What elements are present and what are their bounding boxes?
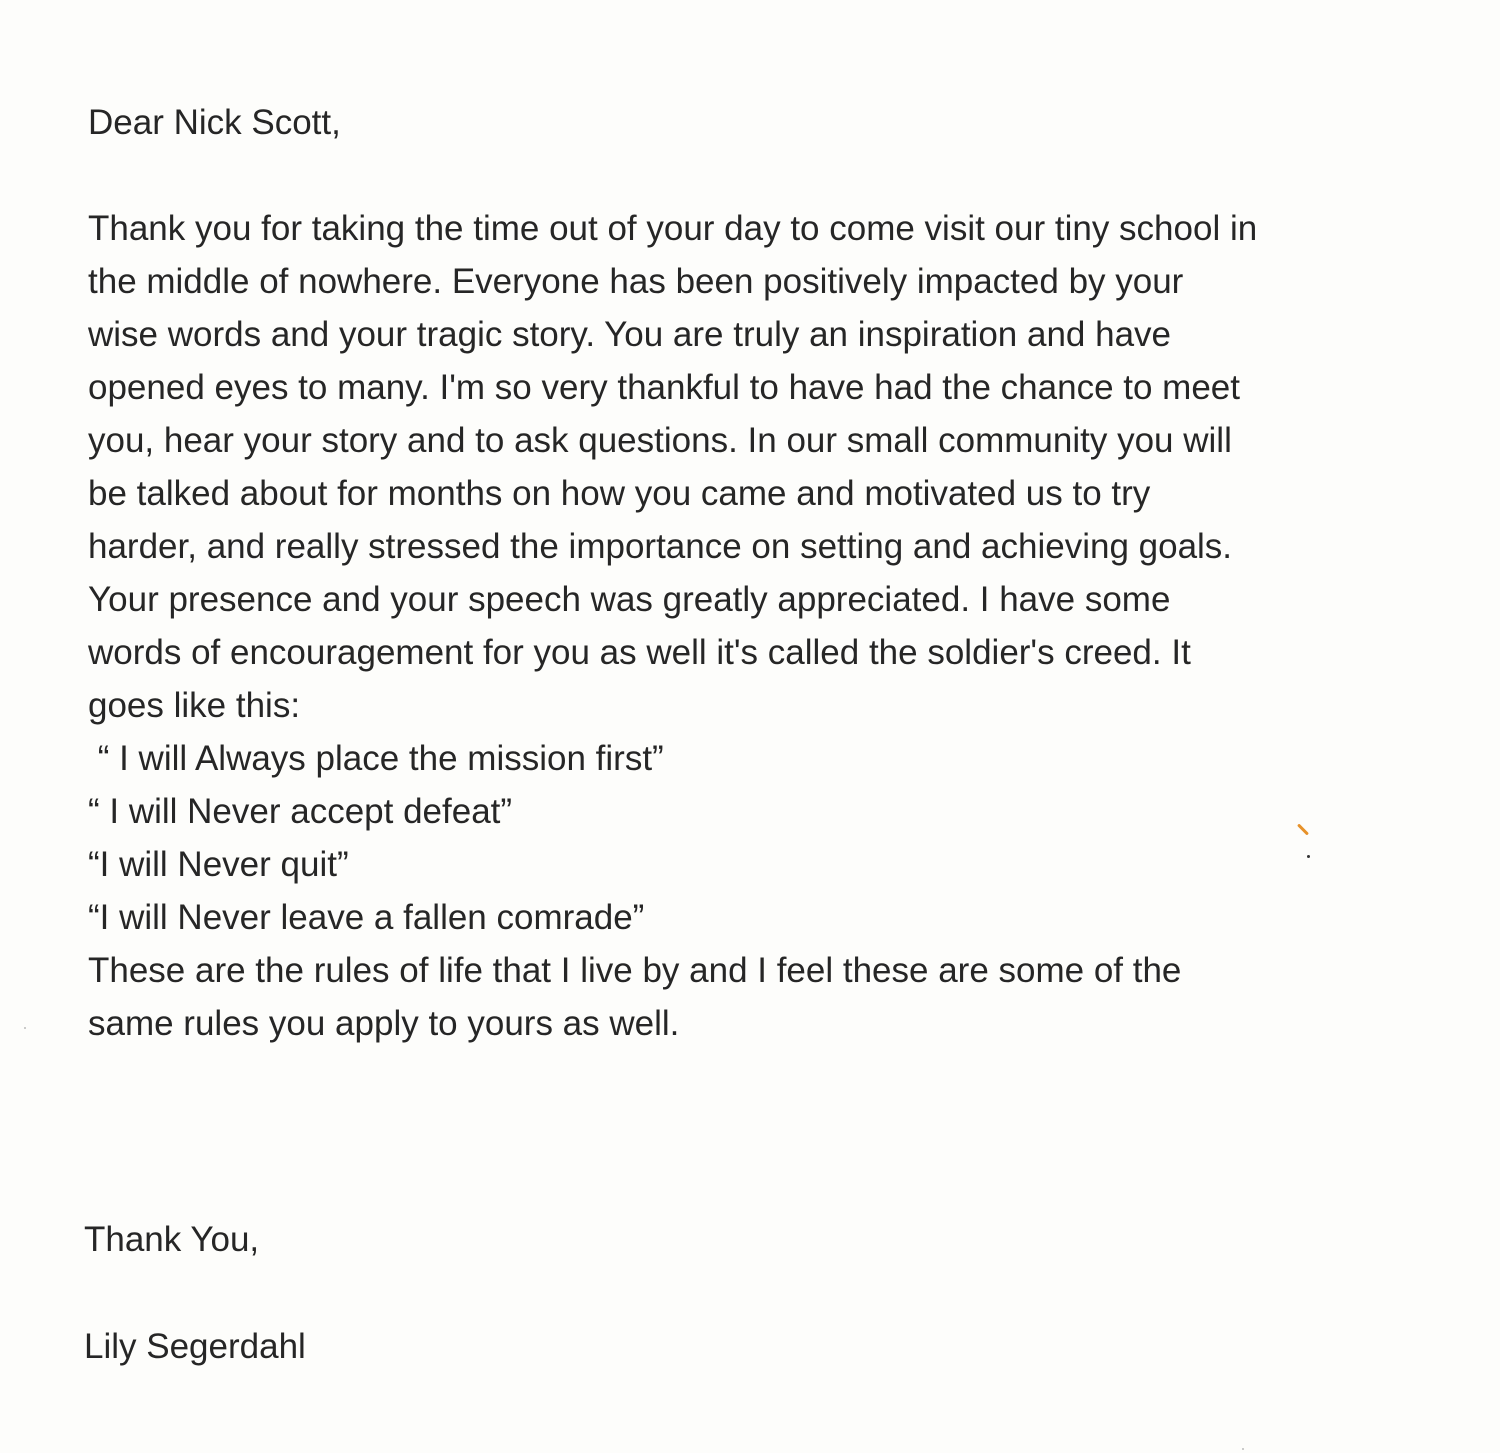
body-line: harder, and really stressed the importance on setting and achieving goals.: [88, 527, 1233, 566]
body-line: words of encouragement for you as well it's called the soldier's creed. It: [88, 633, 1191, 672]
creed-line: “I will Never quit”: [88, 845, 349, 884]
body-line: wise words and your tragic story. You are truly an inspiration and have: [88, 315, 1172, 354]
body-line: you, hear your story and to ask questions. In our small community you will: [88, 421, 1232, 460]
body-line: goes like this:: [88, 686, 301, 725]
body-line: opened eyes to many. I'm so very thankful to have had the chance to meet: [88, 368, 1240, 407]
body-line: Your presence and your speech was greatly appreciated. I have some: [88, 580, 1171, 619]
scan-speck: [24, 1027, 26, 1029]
closing-line: These are the rules of life that I live by and I feel these are some of the: [88, 951, 1182, 990]
creed-line: “ I will Never accept defeat”: [88, 792, 513, 831]
scan-speck: [1307, 855, 1310, 858]
salutation: Dear Nick Scott,: [88, 103, 341, 142]
signature-name: Lily Segerdahl: [84, 1327, 306, 1366]
body-line: the middle of nowhere. Everyone has been positively impacted by your: [88, 262, 1184, 301]
creed-line: “ I will Always place the mission first”: [88, 739, 664, 778]
body-line: be talked about for months on how you came and motivated us to try: [88, 474, 1151, 513]
signoff: Thank You,: [84, 1220, 260, 1259]
closing-line: same rules you apply to yours as well.: [88, 1004, 680, 1043]
body-line: Thank you for taking the time out of your day to come visit our tiny school in: [88, 209, 1258, 248]
creed-line: “I will Never leave a fallen comrade”: [88, 898, 645, 937]
scan-speck: [1242, 1448, 1244, 1450]
letter-body: [88, 96, 1388, 1050]
